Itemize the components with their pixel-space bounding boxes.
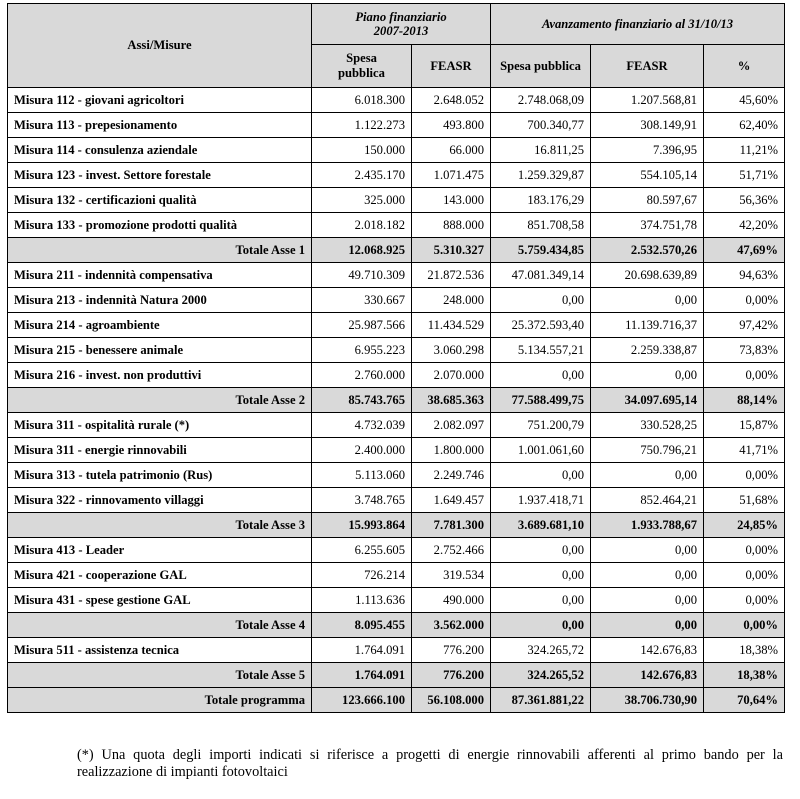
percent-cell: 51,71% <box>704 163 785 188</box>
feasr-piano-cell: 38.685.363 <box>412 388 491 413</box>
header-spesa-pubblica-avanzamento: Spesa pubblica <box>491 45 591 88</box>
percent-cell: 0,00% <box>704 288 785 313</box>
feasr-avanzamento-cell: 2.532.570,26 <box>591 238 704 263</box>
percent-cell: 94,63% <box>704 263 785 288</box>
spesa-pubblica-piano-cell: 6.018.300 <box>312 88 412 113</box>
percent-cell: 11,21% <box>704 138 785 163</box>
percent-cell: 56,36% <box>704 188 785 213</box>
spesa-pubblica-piano-cell: 123.666.100 <box>312 688 412 713</box>
spesa-pubblica-avanzamento-cell: 25.372.593,40 <box>491 313 591 338</box>
spesa-pubblica-avanzamento-cell: 0,00 <box>491 363 591 388</box>
measure-label: Misura 123 - invest. Settore forestale <box>8 163 312 188</box>
total-label: Totale Asse 4 <box>8 613 312 638</box>
table-row <box>8 538 785 563</box>
spesa-pubblica-avanzamento-cell: 2.748.068,09 <box>491 88 591 113</box>
spesa-pubblica-avanzamento-cell: 1.259.329,87 <box>491 163 591 188</box>
percent-cell: 73,83% <box>704 338 785 363</box>
financial-table-container <box>7 3 784 713</box>
footnote: (*) Una quota degli importi indicati si riferisce a progetti di energie rinnovabili afferenti al primo bando per la realizzazione di impianti fotovoltaici <box>77 747 783 780</box>
spesa-pubblica-piano-cell: 726.214 <box>312 563 412 588</box>
spesa-pubblica-avanzamento-cell: 324.265,72 <box>491 638 591 663</box>
spesa-pubblica-avanzamento-cell: 324.265,52 <box>491 663 591 688</box>
table-row <box>8 563 785 588</box>
financial-table <box>7 3 785 713</box>
feasr-avanzamento-cell: 308.149,91 <box>591 113 704 138</box>
feasr-piano-cell: 5.310.327 <box>412 238 491 263</box>
feasr-avanzamento-cell: 7.396,95 <box>591 138 704 163</box>
total-row <box>8 388 785 413</box>
measure-label: Misura 313 - tutela patrimonio (Rus) <box>8 463 312 488</box>
spesa-pubblica-piano-cell: 325.000 <box>312 188 412 213</box>
percent-cell: 0,00% <box>704 588 785 613</box>
spesa-pubblica-piano-cell: 5.113.060 <box>312 463 412 488</box>
measure-label: Misura 133 - promozione prodotti qualità <box>8 213 312 238</box>
table-row <box>8 363 785 388</box>
header-percent: % <box>704 45 785 88</box>
spesa-pubblica-piano-cell: 2.400.000 <box>312 438 412 463</box>
table-row <box>8 113 785 138</box>
feasr-piano-cell: 1.649.457 <box>412 488 491 513</box>
percent-cell: 0,00% <box>704 363 785 388</box>
total-row <box>8 238 785 263</box>
percent-cell: 51,68% <box>704 488 785 513</box>
feasr-avanzamento-cell: 142.676,83 <box>591 663 704 688</box>
spesa-pubblica-avanzamento-cell: 0,00 <box>491 463 591 488</box>
measure-label: Misura 431 - spese gestione GAL <box>8 588 312 613</box>
measure-label: Misura 311 - energie rinnovabili <box>8 438 312 463</box>
spesa-pubblica-piano-cell: 3.748.765 <box>312 488 412 513</box>
table-row <box>8 213 785 238</box>
spesa-pubblica-piano-cell: 2.018.182 <box>312 213 412 238</box>
table-row <box>8 338 785 363</box>
table-body <box>8 88 785 713</box>
feasr-piano-cell: 11.434.529 <box>412 313 491 338</box>
feasr-piano-cell: 143.000 <box>412 188 491 213</box>
feasr-avanzamento-cell: 330.528,25 <box>591 413 704 438</box>
table-row <box>8 163 785 188</box>
spesa-pubblica-avanzamento-cell: 5.759.434,85 <box>491 238 591 263</box>
total-label: Totale Asse 5 <box>8 663 312 688</box>
spesa-pubblica-avanzamento-cell: 751.200,79 <box>491 413 591 438</box>
feasr-avanzamento-cell: 554.105,14 <box>591 163 704 188</box>
feasr-avanzamento-cell: 0,00 <box>591 613 704 638</box>
spesa-pubblica-avanzamento-cell: 0,00 <box>491 288 591 313</box>
total-row <box>8 688 785 713</box>
feasr-avanzamento-cell: 0,00 <box>591 563 704 588</box>
measure-label: Misura 132 - certificazioni qualità <box>8 188 312 213</box>
feasr-piano-cell: 888.000 <box>412 213 491 238</box>
spesa-pubblica-piano-cell: 330.667 <box>312 288 412 313</box>
feasr-piano-cell: 2.070.000 <box>412 363 491 388</box>
total-row <box>8 613 785 638</box>
feasr-piano-cell: 66.000 <box>412 138 491 163</box>
feasr-avanzamento-cell: 852.464,21 <box>591 488 704 513</box>
percent-cell: 70,64% <box>704 688 785 713</box>
measure-label: Misura 421 - cooperazione GAL <box>8 563 312 588</box>
spesa-pubblica-avanzamento-cell: 0,00 <box>491 563 591 588</box>
spesa-pubblica-piano-cell: 4.732.039 <box>312 413 412 438</box>
spesa-pubblica-piano-cell: 49.710.309 <box>312 263 412 288</box>
spesa-pubblica-avanzamento-cell: 1.001.061,60 <box>491 438 591 463</box>
feasr-avanzamento-cell: 38.706.730,90 <box>591 688 704 713</box>
feasr-avanzamento-cell: 0,00 <box>591 538 704 563</box>
feasr-piano-cell: 21.872.536 <box>412 263 491 288</box>
feasr-piano-cell: 2.082.097 <box>412 413 491 438</box>
percent-cell: 45,60% <box>704 88 785 113</box>
spesa-pubblica-piano-cell: 1.113.636 <box>312 588 412 613</box>
table-row <box>8 438 785 463</box>
percent-cell: 47,69% <box>704 238 785 263</box>
spesa-pubblica-piano-cell: 150.000 <box>312 138 412 163</box>
spesa-pubblica-piano-cell: 25.987.566 <box>312 313 412 338</box>
total-row <box>8 663 785 688</box>
feasr-avanzamento-cell: 2.259.338,87 <box>591 338 704 363</box>
table-row <box>8 413 785 438</box>
percent-cell: 42,20% <box>704 213 785 238</box>
spesa-pubblica-piano-cell: 1.122.273 <box>312 113 412 138</box>
header-row-groups <box>8 4 785 45</box>
spesa-pubblica-piano-cell: 1.764.091 <box>312 663 412 688</box>
header-spesa-pubblica-piano: Spesa pubblica <box>312 45 412 88</box>
spesa-pubblica-avanzamento-cell: 183.176,29 <box>491 188 591 213</box>
header-assi-misure: Assi/Misure <box>8 4 312 88</box>
spesa-pubblica-piano-cell: 1.764.091 <box>312 638 412 663</box>
feasr-piano-cell: 776.200 <box>412 663 491 688</box>
total-label: Totale Asse 2 <box>8 388 312 413</box>
spesa-pubblica-piano-cell: 2.760.000 <box>312 363 412 388</box>
measure-label: Misura 511 - assistenza tecnica <box>8 638 312 663</box>
percent-cell: 62,40% <box>704 113 785 138</box>
header-avanzamento-finanziario: Avanzamento finanziario al 31/10/13 <box>491 4 785 45</box>
spesa-pubblica-avanzamento-cell: 47.081.349,14 <box>491 263 591 288</box>
spesa-pubblica-avanzamento-cell: 700.340,77 <box>491 113 591 138</box>
feasr-piano-cell: 776.200 <box>412 638 491 663</box>
total-row <box>8 513 785 538</box>
table-row <box>8 188 785 213</box>
measure-label: Misura 112 - giovani agricoltori <box>8 88 312 113</box>
table-row <box>8 463 785 488</box>
spesa-pubblica-piano-cell: 85.743.765 <box>312 388 412 413</box>
feasr-avanzamento-cell: 1.933.788,67 <box>591 513 704 538</box>
spesa-pubblica-piano-cell: 6.255.605 <box>312 538 412 563</box>
feasr-piano-cell: 2.249.746 <box>412 463 491 488</box>
percent-cell: 0,00% <box>704 538 785 563</box>
header-feasr-avanzamento: FEASR <box>591 45 704 88</box>
percent-cell: 24,85% <box>704 513 785 538</box>
feasr-avanzamento-cell: 750.796,21 <box>591 438 704 463</box>
feasr-piano-cell: 56.108.000 <box>412 688 491 713</box>
table-row <box>8 488 785 513</box>
table-row <box>8 288 785 313</box>
percent-cell: 0,00% <box>704 613 785 638</box>
spesa-pubblica-avanzamento-cell: 16.811,25 <box>491 138 591 163</box>
measure-label: Misura 113 - prepesionamento <box>8 113 312 138</box>
feasr-avanzamento-cell: 20.698.639,89 <box>591 263 704 288</box>
percent-cell: 88,14% <box>704 388 785 413</box>
feasr-avanzamento-cell: 11.139.716,37 <box>591 313 704 338</box>
feasr-piano-cell: 2.648.052 <box>412 88 491 113</box>
percent-cell: 97,42% <box>704 313 785 338</box>
feasr-avanzamento-cell: 142.676,83 <box>591 638 704 663</box>
total-label: Totale Asse 3 <box>8 513 312 538</box>
feasr-avanzamento-cell: 0,00 <box>591 363 704 388</box>
table-row <box>8 588 785 613</box>
table-row <box>8 263 785 288</box>
percent-cell: 0,00% <box>704 563 785 588</box>
percent-cell: 15,87% <box>704 413 785 438</box>
feasr-avanzamento-cell: 34.097.695,14 <box>591 388 704 413</box>
spesa-pubblica-avanzamento-cell: 1.937.418,71 <box>491 488 591 513</box>
spesa-pubblica-avanzamento-cell: 0,00 <box>491 613 591 638</box>
spesa-pubblica-piano-cell: 12.068.925 <box>312 238 412 263</box>
table-row <box>8 138 785 163</box>
spesa-pubblica-piano-cell: 2.435.170 <box>312 163 412 188</box>
feasr-piano-cell: 3.060.298 <box>412 338 491 363</box>
measure-label: Misura 215 - benessere animale <box>8 338 312 363</box>
percent-cell: 0,00% <box>704 463 785 488</box>
header-feasr-piano: FEASR <box>412 45 491 88</box>
feasr-piano-cell: 2.752.466 <box>412 538 491 563</box>
spesa-pubblica-piano-cell: 6.955.223 <box>312 338 412 363</box>
feasr-piano-cell: 1.071.475 <box>412 163 491 188</box>
spesa-pubblica-avanzamento-cell: 77.588.499,75 <box>491 388 591 413</box>
feasr-avanzamento-cell: 0,00 <box>591 288 704 313</box>
spesa-pubblica-avanzamento-cell: 0,00 <box>491 588 591 613</box>
spesa-pubblica-avanzamento-cell: 3.689.681,10 <box>491 513 591 538</box>
table-row <box>8 88 785 113</box>
feasr-piano-cell: 1.800.000 <box>412 438 491 463</box>
table-row <box>8 638 785 663</box>
spesa-pubblica-piano-cell: 15.993.864 <box>312 513 412 538</box>
feasr-avanzamento-cell: 1.207.568,81 <box>591 88 704 113</box>
table-row <box>8 313 785 338</box>
measure-label: Misura 413 - Leader <box>8 538 312 563</box>
feasr-avanzamento-cell: 0,00 <box>591 588 704 613</box>
measure-label: Misura 322 - rinnovamento villaggi <box>8 488 312 513</box>
feasr-piano-cell: 319.534 <box>412 563 491 588</box>
feasr-piano-cell: 3.562.000 <box>412 613 491 638</box>
feasr-avanzamento-cell: 80.597,67 <box>591 188 704 213</box>
spesa-pubblica-avanzamento-cell: 851.708,58 <box>491 213 591 238</box>
measure-label: Misura 213 - indennità Natura 2000 <box>8 288 312 313</box>
feasr-avanzamento-cell: 374.751,78 <box>591 213 704 238</box>
feasr-piano-cell: 490.000 <box>412 588 491 613</box>
total-label: Totale Asse 1 <box>8 238 312 263</box>
percent-cell: 18,38% <box>704 663 785 688</box>
feasr-piano-cell: 493.800 <box>412 113 491 138</box>
feasr-piano-cell: 7.781.300 <box>412 513 491 538</box>
feasr-avanzamento-cell: 0,00 <box>591 463 704 488</box>
percent-cell: 18,38% <box>704 638 785 663</box>
measure-label: Misura 114 - consulenza aziendale <box>8 138 312 163</box>
header-piano-finanziario: Piano finanziario 2007-2013 <box>312 4 491 45</box>
measure-label: Misura 311 - ospitalità rurale (*) <box>8 413 312 438</box>
spesa-pubblica-avanzamento-cell: 5.134.557,21 <box>491 338 591 363</box>
spesa-pubblica-piano-cell: 8.095.455 <box>312 613 412 638</box>
total-label: Totale programma <box>8 688 312 713</box>
feasr-piano-cell: 248.000 <box>412 288 491 313</box>
measure-label: Misura 214 - agroambiente <box>8 313 312 338</box>
spesa-pubblica-avanzamento-cell: 0,00 <box>491 538 591 563</box>
spesa-pubblica-avanzamento-cell: 87.361.881,22 <box>491 688 591 713</box>
measure-label: Misura 211 - indennità compensativa <box>8 263 312 288</box>
measure-label: Misura 216 - invest. non produttivi <box>8 363 312 388</box>
percent-cell: 41,71% <box>704 438 785 463</box>
